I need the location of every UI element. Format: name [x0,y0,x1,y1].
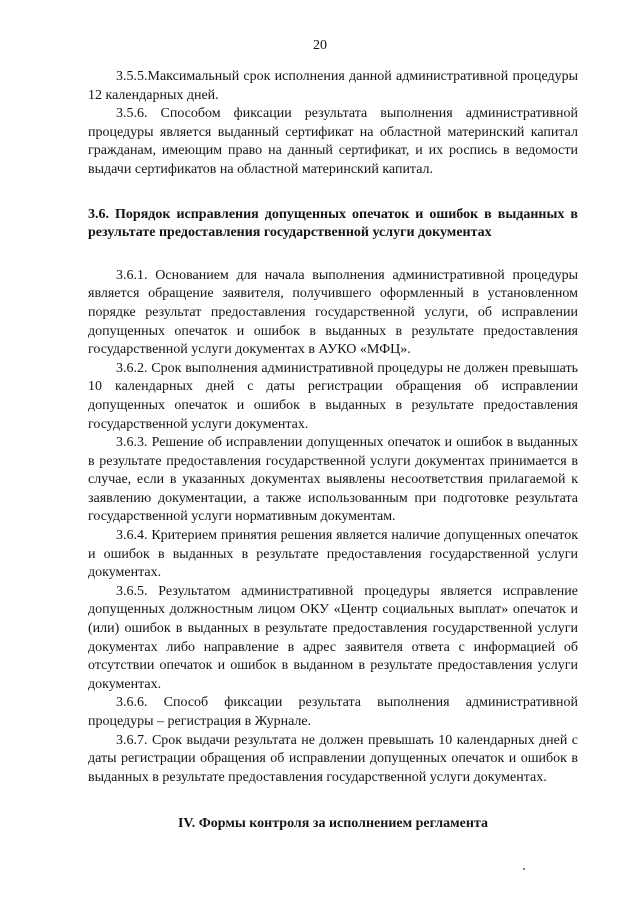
paragraph-3-6-2: 3.6.2. Срок выполнения административной процедуры не должен превышать 10 календарных дней с даты регистрации обращения об исправлении допущенных опечаток и ошибок в выданных в результате предоставления государственной услуги документах. [88,360,578,432]
paragraph-3-5-5: 3.5.5.Максимальный срок исполнения данной административной процедуры 12 календарных дней. [88,69,578,103]
paragraph-3-6-1: 3.6.1. Основанием для начала выполнения административной процедуры является обращение заявителя, получившего оформленный в установленном порядке результат предоставления государственной услуги, об исправлении допущенных опечаток и ошибок в выданных в результате предоставления государственной услуги документах в АУКО «МФЦ». [88,267,578,358]
section-heading-3-6: 3.6. Порядок исправления допущенных опечаток и ошибок в выданных в результате предоставления государственной услуги документах [88,206,578,241]
paragraph-3-6-3: 3.6.3. Решение об исправлении допущенных опечаток и ошибок в выданных в результате предоставления государственной услуги документах принимается в случае, если в указанных документах выявлены несоответствия прилагаемой к заявлению документации, а также использованным при подготовке результата государственной услуги нормативным документам. [88,435,578,525]
paragraph-3-6-4: 3.6.4. Критерием принятия решения является наличие допущенных опечаток и ошибок в выданных в результате предоставления государственной услуги документах. [88,528,578,581]
scan-dot-mark [523,868,525,870]
paragraph-3-6-5: 3.6.5. Результатом административной процедуры является исправление допущенных должностным лицом ОКУ «Центр социальных выплат» опечаток и (или) ошибок в выданных в результате предоставления государственной услуги документах либо направление в адрес заявителя ответа с информацией об отсутствии опечаток и ошибок в выданном в результате предоставления услуги документах. [88,583,578,692]
chapter-heading-iv: IV. Формы контроля за исполнением регламента [177,816,489,832]
paragraph-3-6-6: 3.6.6. Способ фиксации результата выполнения административной процедуры – регистрация в Журнале. [88,695,578,729]
page-number: 20 [313,38,327,53]
paragraph-3-5-6: 3.5.6. Способом фиксации результата выполнения административной процедуры является выданный сертификат на областной материнский капитал гражданам, имеющим право на данный сертификат, и их роспись в ведомости выдачи сертификатов на областной материнский капитал. [88,106,578,177]
document-body [88,68,578,834]
paragraph-3-6-7: 3.6.7. Срок выдачи результата не должен превышать 10 календарных дней с даты регистрации обращения об исправлении допущенных опечаток и ошибок в выданных в результате предоставления государственной услуги документах. [88,732,578,785]
